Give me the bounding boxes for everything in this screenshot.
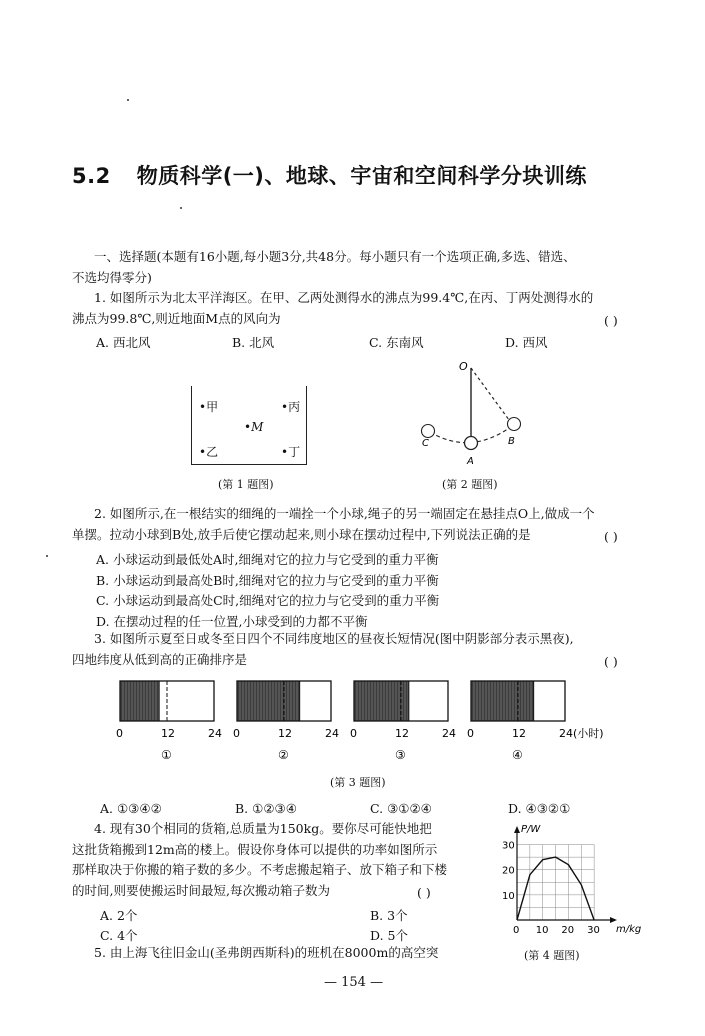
q5-text: 5. 由上海飞往旧金山(圣弗朗西斯科)的班机在8000m的高空突 xyxy=(94,945,439,960)
y-tick-label: 10 xyxy=(502,890,515,902)
scan-dot xyxy=(46,555,48,557)
label-b: B xyxy=(508,436,515,447)
q1-answer-blank: ( ) xyxy=(604,313,618,328)
night-shading xyxy=(471,681,534,721)
q4-text-3: 那样取决于你搬的箱子数的多少。不考虑搬起箱子、放下箱子和下楼 xyxy=(72,862,448,877)
fig4-caption: (第 4 题图) xyxy=(524,949,580,962)
q4-option-a: A. 2个 xyxy=(100,908,138,923)
tick-label: 12 xyxy=(278,727,292,740)
q1-text: 1. 如图所示为北太平洋海区。在甲、乙两处测得水的沸点为99.4℃,在丙、丁两处测得水的 xyxy=(94,290,594,305)
tick-label: 0 xyxy=(116,727,123,740)
tick-label: 24 xyxy=(442,727,456,740)
fig3-caption: (第 3 题图) xyxy=(330,776,386,789)
q3-option-d: D. ④③②① xyxy=(508,801,571,816)
night-shading xyxy=(120,681,159,721)
q1-option-b: B. 北风 xyxy=(232,335,275,350)
q1-option-d: D. 西风 xyxy=(505,335,548,350)
bar-label: ③ xyxy=(395,748,406,762)
q2-text: 2. 如图所示,在一根结实的细绳的一端拴一个小球,绳子的另一端固定在悬挂点O上,做成一个 xyxy=(94,506,595,521)
q1-text-cont: 沸点为99.8℃,则近地面M点的风向为 xyxy=(72,311,281,326)
label-c: C xyxy=(422,438,429,449)
x-tick-label: 30 xyxy=(587,925,600,936)
fig1-label-jia: •甲 xyxy=(199,400,219,414)
tick-label: 24 xyxy=(208,727,222,740)
q2-text-cont: 单摆。拉动小球到B处,放手后使它摆动起来,则小球在摆动过程中,下列说法正确的是 xyxy=(72,527,531,542)
q3-answer-blank: ( ) xyxy=(604,654,618,669)
x-axis-arrow xyxy=(610,917,617,923)
q3-text-cont: 四地纬度从低到高的正确排序是 xyxy=(72,652,248,667)
tick-label: 12 xyxy=(395,727,409,740)
y-tick-label: 30 xyxy=(502,840,515,852)
fig3-day-night-bars xyxy=(100,675,620,770)
bar-label: ② xyxy=(278,748,289,762)
tick-label: 24(小时) xyxy=(559,727,604,740)
section-number: 5.2 xyxy=(72,164,111,188)
bar-label: ④ xyxy=(512,748,523,762)
tick-label: 12 xyxy=(512,727,526,740)
q3-option-b: B. ①②③④ xyxy=(235,801,297,816)
q3-text: 3. 如图所示夏至日或冬至日四个不同纬度地区的昼夜长短情况(图中阴影部分表示黑夜), xyxy=(94,631,574,646)
q4-text-4: 的时间,则要使搬运时间最短,每次搬动箱子数为 xyxy=(72,883,330,898)
fig1-caption: (第 1 题图) xyxy=(218,478,274,491)
q4-option-b: B. 3个 xyxy=(370,908,408,923)
tick-label: 12 xyxy=(161,727,175,740)
y-tick-label: 20 xyxy=(502,865,515,877)
q4-answer-blank: ( ) xyxy=(417,885,431,900)
ball-b xyxy=(508,418,521,431)
x-tick-label: 10 xyxy=(535,925,549,936)
ball-c xyxy=(422,425,435,438)
q2-option-c: C. 小球运动到最高处C时,细绳对它的拉力与它受到的重力平衡 xyxy=(96,593,440,608)
label-o: O xyxy=(459,360,468,373)
q2-option-b: B. 小球运动到最高处B时,细绳对它的拉力与它受到的重力平衡 xyxy=(96,573,439,588)
section-instructions: 一、选择题(本题有16小题,每小题3分,共48分。每小题只有一个选项正确,多选、错选、 xyxy=(94,249,576,264)
q3-option-c: C. ③①②④ xyxy=(370,801,432,816)
fig1-label-yi: •乙 xyxy=(199,445,219,459)
bar-label: ① xyxy=(161,748,172,762)
y-axis-arrow xyxy=(514,826,520,833)
q2-answer-blank: ( ) xyxy=(604,529,618,544)
x-tick-label: 20 xyxy=(561,925,575,936)
section-title: 物质科学(一)、地球、宇宙和空间科学分块训练 xyxy=(136,164,587,188)
fig1-label-bing: •丙 xyxy=(281,400,301,414)
fig1-label-m: •M xyxy=(244,420,264,434)
fig2-caption: (第 2 题图) xyxy=(442,478,498,491)
fig4-power-chart xyxy=(492,822,672,940)
q1-option-c: C. 东南风 xyxy=(369,335,424,350)
tick-label: 0 xyxy=(233,727,240,740)
q2-option-d: D. 在摆动过程的任一位置,小球受到的力都不平衡 xyxy=(96,614,368,629)
section-instructions-cont: 不选均得零分) xyxy=(72,270,152,285)
ball-a xyxy=(465,437,478,450)
q4-option-d: D. 5个 xyxy=(370,928,408,943)
q4-text-1: 4. 现有30个相同的货箱,总质量为150kg。要你尽可能快地把 xyxy=(94,821,432,836)
page-number: — 154 — xyxy=(324,975,384,990)
page-title xyxy=(72,160,587,190)
q4-text-2: 这批货箱搬到12m高的楼上。假设你身体可以提供的功率如图所示 xyxy=(72,842,438,857)
q2-option-a: A. 小球运动到最低处A时,细绳对它的拉力与它受到的重力平衡 xyxy=(96,552,439,567)
tick-label: 0 xyxy=(467,727,474,740)
night-shading xyxy=(237,681,300,721)
x-tick-label: 0 xyxy=(513,925,520,936)
x-axis-label: m/kg xyxy=(616,924,642,935)
q1-option-a: A. 西北风 xyxy=(96,335,151,350)
q3-option-a: A. ①③④② xyxy=(100,801,162,816)
tick-label: 0 xyxy=(350,727,357,740)
tick-label: 24 xyxy=(325,727,339,740)
q4-option-c: C. 4个 xyxy=(100,928,138,943)
pendulum-string-b xyxy=(471,368,512,424)
scan-dot xyxy=(127,99,129,101)
y-axis-label: P/W xyxy=(521,824,541,835)
scan-dot xyxy=(180,207,182,209)
fig1-label-ding: •丁 xyxy=(281,445,301,459)
label-a: A xyxy=(467,456,474,467)
fig2-pendulum xyxy=(415,358,530,468)
